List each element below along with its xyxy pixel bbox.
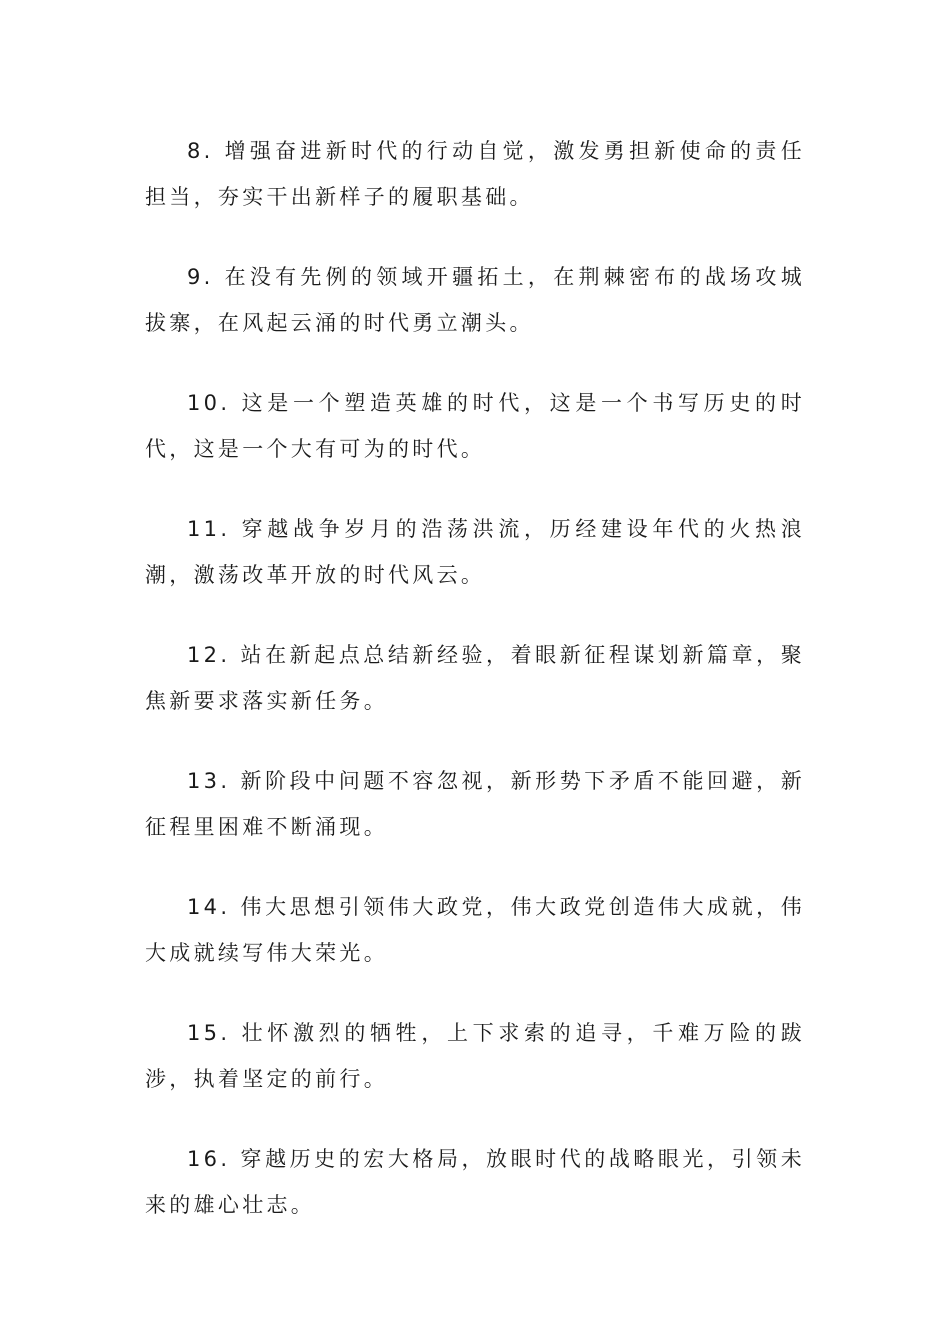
paragraph-13: 13. 新阶段中问题不容忽视，新形势下矛盾不能回避，新征程里困难不断涌现。 [145,769,805,839]
paragraph-15: 15. 壮怀激烈的牺牲，上下求索的追寻，千难万险的跋涉，执着坚定的前行。 [145,1021,805,1091]
paragraph-12: 12. 站在新起点总结新经验，着眼新征程谋划新篇章，聚焦新要求落实新任务。 [145,643,805,713]
paragraph-8: 8. 增强奋进新时代的行动自觉，激发勇担新使命的责任担当，夯实干出新样子的履职基础。 [145,139,805,209]
paragraph-14: 14. 伟大思想引领伟大政党，伟大政党创造伟大成就，伟大成就续写伟大荣光。 [145,895,805,965]
paragraph-10: 10. 这是一个塑造英雄的时代，这是一个书写历史的时代，这是一个大有可为的时代。 [145,391,805,461]
paragraph-9: 9. 在没有先例的领域开疆拓土，在荆棘密布的战场攻城拔寨，在风起云涌的时代勇立潮头。 [145,265,805,335]
document-body [145,128,805,1262]
paragraph-16: 16. 穿越历史的宏大格局，放眼时代的战略眼光，引领未来的雄心壮志。 [145,1147,805,1217]
paragraph-11: 11. 穿越战争岁月的浩荡洪流，历经建设年代的火热浪潮，激荡改革开放的时代风云。 [145,517,805,587]
